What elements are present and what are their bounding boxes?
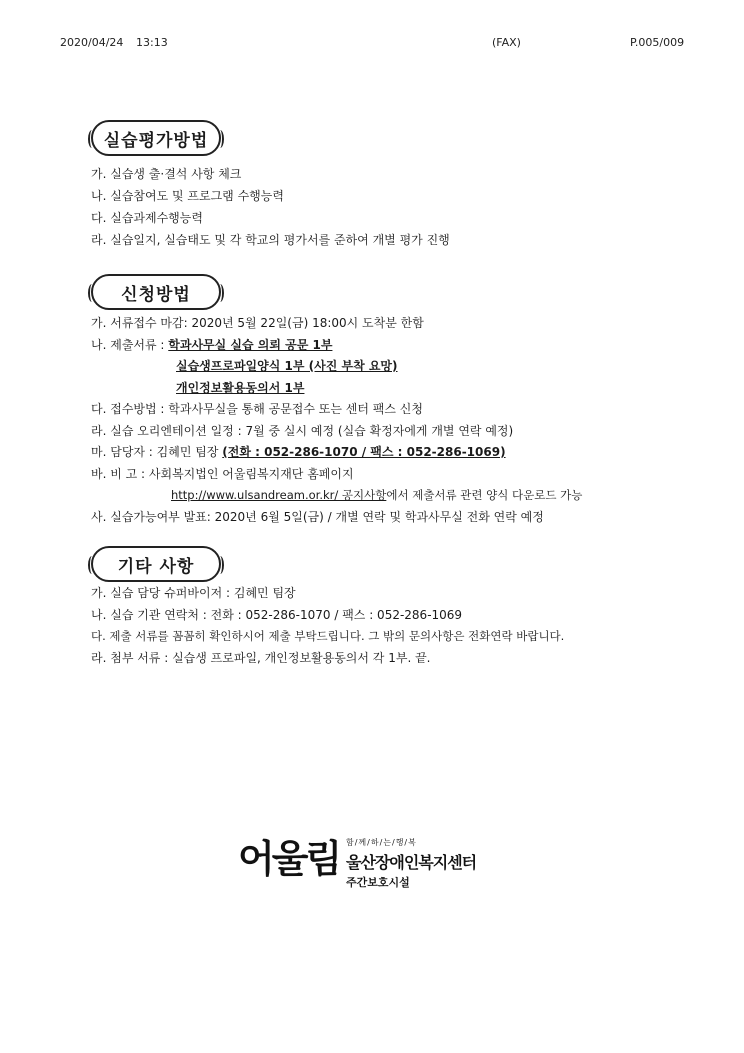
evaluation-list (91, 163, 450, 251)
document-entry: 실습생프로파일양식 1부 (사진 부착 요망) (176, 359, 398, 373)
application-section-title (91, 274, 221, 310)
other-list (91, 583, 564, 669)
fax-time: 13:13 (136, 36, 168, 49)
announcement-item: 사. 실습가능여부 발표: 2020년 6월 5일(금) / 개별 연락 및 학과사무실 전화 연락 예정 (91, 509, 544, 524)
other-item: 가. 실습 담당 슈퍼바이저 : 김혜민 팀장 (91, 586, 296, 600)
other-item: 다. 제출 서류를 꼼꼼히 확인하시어 제출 부탁드립니다. 그 밖의 문의사항은 전화연락 바랍니다. (91, 629, 565, 643)
evaluation-item: 다. 실습과제수행능력 (91, 211, 203, 225)
deadline-item: 가. 서류접수 마감: 2020년 5월 22일(금) 18:00시 도착분 한함 (91, 316, 424, 330)
application-list (91, 313, 582, 528)
document-entry: 학과사무실 실습 의뢰 공문 1부 (168, 337, 333, 352)
organization-logo (238, 832, 518, 898)
contact-prefix: 마. 담당자 : 김혜민 팀장 (91, 445, 223, 459)
other-section-title (91, 546, 221, 582)
documents-prefix: 나. 제출서류 : (91, 337, 169, 352)
note-item-continued (91, 485, 582, 507)
evaluation-item: 라. 실습일지, 실습태도 및 각 학교의 평가서를 준하여 개별 평가 진행 (91, 233, 450, 247)
documents-item-continued (91, 356, 582, 378)
homepage-link[interactable]: http://www.ulsandream.or.kr/ 공지사항 (171, 488, 387, 502)
documents-item-continued (91, 378, 582, 400)
other-item: 나. 실습 기관 연락처 : 전화 : 052-286-1070 / 팩스 : 052-286-1069 (91, 607, 463, 622)
evaluation-item: 가. 실습생 출·결석 사항 체크 (91, 167, 242, 181)
documents-item (91, 335, 582, 357)
other-title-text: 기타 사항 (117, 556, 195, 577)
logo-sub-name: 주간보호시설 (346, 876, 410, 889)
logo-tagline: 함/께/하/는/행/복 (346, 838, 417, 847)
orientation-item: 라. 실습 오리엔테이션 일정 : 7월 중 실시 예정 (실습 확정자에게 개별 연락 예정) (91, 423, 514, 438)
application-title-text: 신청방법 (121, 284, 191, 305)
method-item: 다. 접수방법 : 학과사무실을 통해 공문접수 또는 센터 팩스 신청 (91, 402, 423, 416)
logo-org-name: 울산장애인복지센터 (346, 853, 477, 872)
fax-label: (FAX) (492, 36, 521, 49)
fax-page-number: P.005/009 (630, 36, 685, 49)
fax-date: 2020/04/24 (60, 36, 124, 49)
other-item: 라. 첨부 서류 : 실습생 프로파일, 개인정보활용동의서 각 1부. 끝. (91, 650, 431, 665)
contact-detail: (전화 : 052-286-1070 / 팩스 : 052-286-1069) (222, 445, 506, 459)
note-item: 바. 비 고 : 사회복지법인 어울림복지재단 홈페이지 (91, 466, 354, 481)
evaluation-title-text: 실습평가방법 (103, 130, 209, 151)
evaluation-item: 나. 실습참여도 및 프로그램 수행능력 (91, 189, 284, 203)
contact-item (91, 442, 582, 464)
note-suffix: 에서 제출서류 관련 양식 다운로드 가능 (386, 488, 583, 502)
evaluation-section-title (91, 120, 221, 156)
document-entry: 개인정보활용동의서 1부 (176, 380, 305, 395)
logo-wordmark: 어울림 (238, 837, 340, 881)
